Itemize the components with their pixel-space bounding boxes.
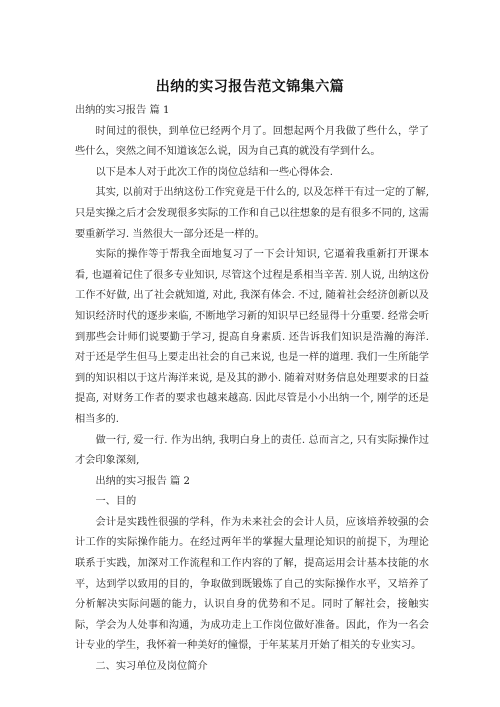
paragraph: 做一行, 爱一行. 作为出纳, 我明白身上的责任. 总而言之, 只有实际操作过才会印象深刻, [75, 434, 429, 467]
paragraph: 其实, 以前对于出纳这份工作究竟是干什么的, 以及怎样干有过一定的了解, 只是实操之后才会发现很多实际的工作和自己以往想象的是有很多不同的, 这需要重新学习. 当然很大一部分还是一样的。 [75, 187, 429, 240]
paragraph: 会计是实践性很强的学科，作为未来社会的会计人员，应该培养较强的会计工作的实际操作能力。在经过两年半的掌握大量理论知识的前提下，为理论联系于实践，加深对工作流程和工作内容的了解，提高运用会计基本技能的水平，达到学以致用的目的，争取做到既锻炼了自己的实际操作水平，又培养了分析解决实际问题的能力，认识自身的优势和不足。同时了解社会，接触实际，学会为人处事和沟通，为成功走上工作岗位做好准备。因此，作为一名会计专业的学生，我怀着一种美好的憧憬，于年某某月开始了相关的专业实习。 [75, 516, 429, 652]
section-heading-2: 出纳的实习报告 篇 2 [95, 475, 190, 487]
paragraph: 以下是本人对于此次工作的岗位总结和一些心得体会. [95, 166, 334, 178]
document-title: 出纳的实习报告范文锦集六篇 [155, 79, 345, 95]
subsection-heading: 二、实习单位及岗位简介 [95, 661, 208, 673]
paragraph: 实际的操作等于帮我全面地复习了一下会计知识, 它逼着我重新打开课本看, 也逼着记住了很多专业知识, 尽管这个过程是系相当辛苦. 别人说, 出纳这份工作不好做, 出了社会就知道, 对此, 我深有体会. 不过, 随着社会经济创新以及知识经济时代的逐步来临, 不断地学习新的知识早已经显得十分重要. 经常会听到那些会计师们说要勤于学习, 提高自身素质. 还告诉我们知识是浩瀚的海洋. 对于还是学生但马上要走出社会的自己来说, 也是一样的道理. 我们一生所能学到的知识相以于这片海洋来说, 是及其的渺小. 随着对财务信息处理要求的日益提高, 对财务工作者的要求也越来越高. 因此尽管是小小出纳一个, 刚学的还是相当多的. [75, 249, 429, 425]
document-body [75, 101, 429, 678]
section-heading-1: 出纳的实习报告 篇 1 [75, 105, 170, 116]
subsection-heading: 一、目的 [95, 496, 137, 508]
paragraph: 时间过的很快，到单位已经两个月了。回想起两个月我做了些什么，学了些什么，突然之间不知道该怎么说，因为自己真的就没有学到什么。 [75, 125, 429, 158]
